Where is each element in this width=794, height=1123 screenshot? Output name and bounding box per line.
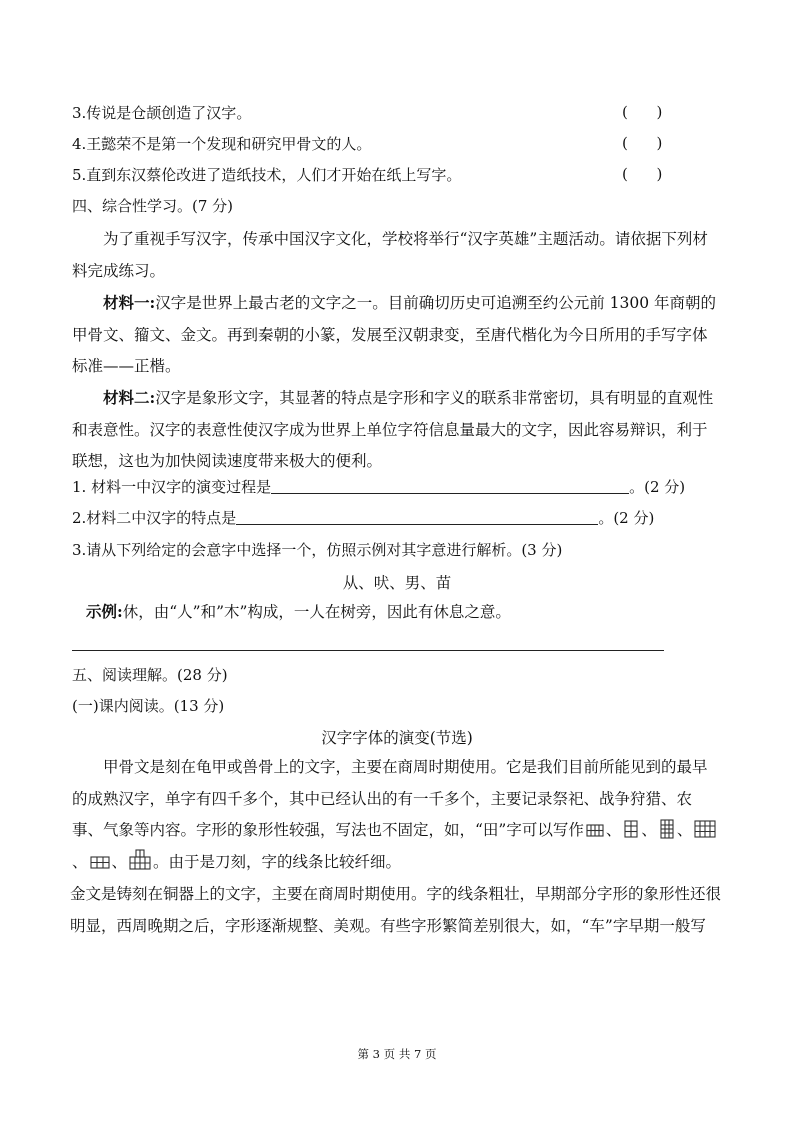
example-line [86,602,511,622]
tian-glyph-6-icon [128,848,152,872]
subsection-1-heading: (一)课内阅读。(13 分) [72,697,225,715]
example-label: 示例: [86,602,123,621]
tian-glyph-2-icon [622,818,640,840]
judge-item-5: 5.直到东汉蔡伦改进了造纸技术，人们才开始在纸上写字。 [72,166,462,184]
glyph-separator: 、 [676,821,693,839]
question-1-points: 。(2 分) [629,478,686,496]
answer-paren-4[interactable]: ( ) [622,134,663,152]
answer-blank-2[interactable] [236,509,598,525]
answer-paren-5[interactable]: ( ) [622,165,663,183]
passage-paragraph-2: 金文是铸刻在铜器上的文字，主要在商周时期使用。字的线条粗壮，早期部分字形的象形性还很明显，西周晚期之后，字形逐渐规整、美观。有些字形繁简差别很大，如，“车”字早期一般写 [70,885,722,935]
page-footer: 第 3 页 共 7 页 [357,1047,437,1061]
example-text: 休，由“人”和”木”构成，一人在树旁，因此有休息之意。 [122,603,511,621]
passage-title: 汉字字体的演变(节选) [321,729,473,747]
glyph-separator: 、 [111,852,128,871]
answer-paren-3[interactable]: ( ) [622,103,663,121]
question-3: 3.请从下列给定的会意字中选择一个，仿照示例对其字意进行解析。(3 分) [72,541,563,559]
glyph-separator: 、 [605,821,622,839]
question-1-text: 1. 材料一中汉字的演变过程是 [72,478,272,496]
glyph-separator: 、 [72,852,88,871]
material-2-text: 汉字是象形文字，其显著的特点是字形和字义的联系非常密切，具有明显的直观性和表意性。汉字的表意性使汉字成为世界上单位字符信息量最大的文字，因此容易辩识，利于联想，这也为加快阅读速度带来极大的便利。 [72,389,714,470]
material-1 [72,287,722,383]
judge-item-3: 3.传说是仓颉创造了汉字。 [72,104,252,122]
tian-glyph-1-icon [585,820,605,840]
section-5-heading: 五、阅读理解。(28 分) [72,666,228,684]
tian-glyph-3-icon [658,818,676,840]
answer-line-3[interactable] [72,650,664,651]
character-choices: 从、吠、男、苗 [342,574,452,592]
section-4-heading: 四、综合性学习。(7 分) [72,197,234,215]
material-2 [72,382,722,478]
material-1-text: 汉字是世界上最古老的文字之一。目前确切历史可追溯至约公元前 1300 年商朝的甲骨文、籀文、金文。再到秦朝的小篆，发展至汉朝隶变，至唐代楷化为今日所用的手写字体标准——正楷。 [72,294,717,375]
answer-blank-1[interactable] [271,478,629,494]
passage-paragraph-1 [72,752,722,878]
material-2-label: 材料二: [103,388,156,407]
tian-glyph-4-icon [693,818,717,840]
material-1-label: 材料一: [103,293,156,312]
passage-p1-text: 甲骨文是刻在龟甲或兽骨上的文字，主要在商周时期使用。它是我们目前所能见到的最早的成熟汉字，单字有四千多个，其中已经认出的有一千多个，主要记录祭祀、战争狩猎、农事、气象等内容。字形的象形性较强，写法也不固定，如，“田”字可以写作 [72,758,708,839]
question-2-points: 。(2 分) [598,509,655,527]
section-4-intro: 为了重视手写汉字，传承中国汉字文化，学校将举行“汉字英雄”主题活动。请依据下列材料完成练习。 [72,230,708,280]
question-2-text: 2.材料二中汉字的特点是 [72,509,237,527]
tian-glyph-5-icon [89,852,111,872]
judge-item-4: 4.王懿荣不是第一个发现和研究甲骨文的人。 [72,135,372,153]
question-2 [72,508,654,528]
passage-p1-end: 。由于是刀刻，字的线条比较纤细。 [153,852,402,871]
glyph-separator: 、 [641,821,657,839]
question-1 [72,477,685,497]
